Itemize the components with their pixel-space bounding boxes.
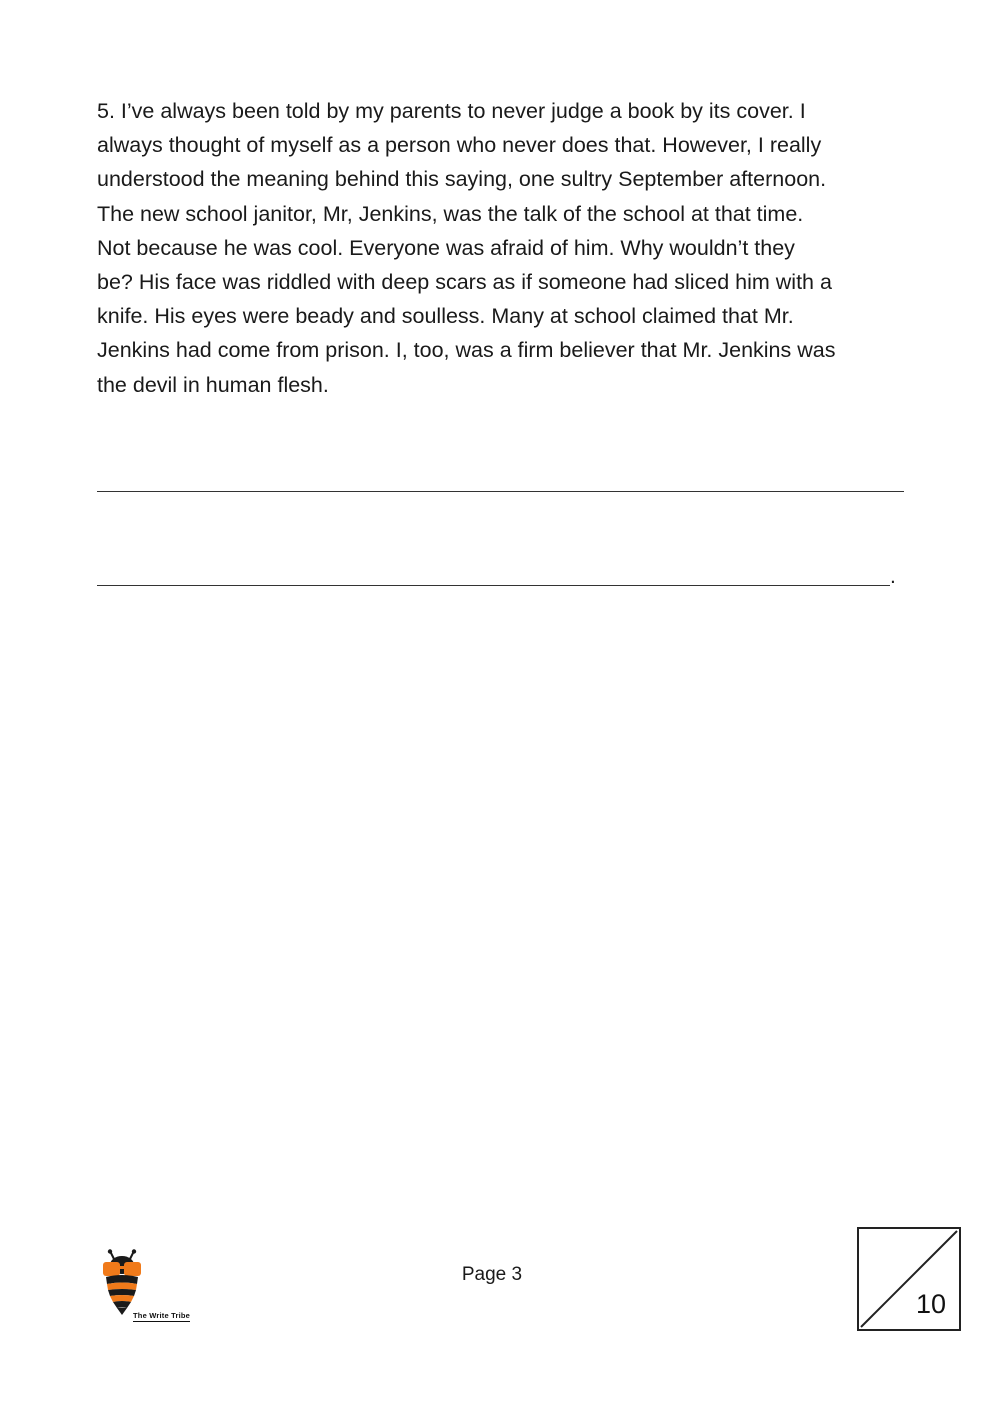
passage-line: 5. I’ve always been told by my parents to never judge a book by its cover. I — [97, 99, 806, 123]
the-write-tribe-logo — [100, 1249, 210, 1327]
passage-line: the devil in human flesh. — [97, 372, 329, 397]
passage-line: be? His face was riddled with deep scars as if someone had sliced him with a — [97, 270, 832, 295]
score-total: 10 — [915, 1289, 946, 1319]
passage-line: always thought of myself as a person who never does that. However, I really — [97, 133, 822, 158]
answer-line-2[interactable] — [97, 585, 890, 586]
logo-text: The Write Tribe — [133, 1311, 191, 1320]
passage-line: Not because he was cool. Everyone was afraid of him. Why wouldn’t they — [97, 235, 795, 260]
answer-line-period: . — [890, 565, 896, 588]
score-box — [857, 1227, 961, 1331]
passage-line: understood the meaning behind this saying, one sultry September afternoon. — [97, 167, 827, 192]
passage-line: knife. His eyes were beady and soulless. Many at school claimed that Mr. — [97, 304, 794, 329]
page-number: Page 3 — [461, 1264, 523, 1285]
question-passage — [97, 94, 913, 402]
passage-line: The new school janitor, Mr, Jenkins, was the talk of the school at that time. — [97, 201, 804, 226]
answer-line-1[interactable] — [97, 491, 904, 492]
passage-line: Jenkins had come from prison. I, too, was a firm believer that Mr. Jenkins was — [97, 338, 836, 363]
